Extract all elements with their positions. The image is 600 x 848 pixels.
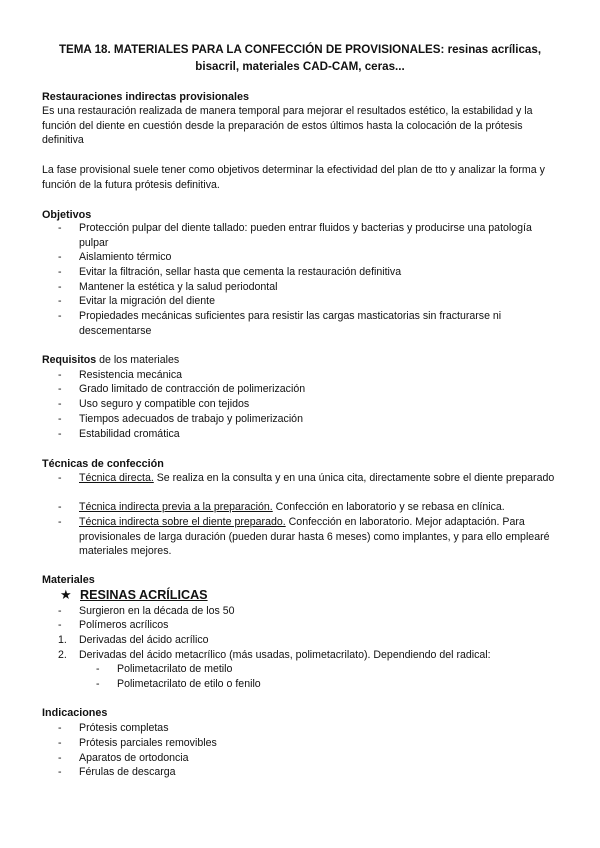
requisitos-heading-rest: de los materiales — [96, 354, 180, 366]
title-line-1: TEMA 18. MATERIALES PARA LA CONFECCIÓN DE PROVISIONALES: resinas acrílicas, — [58, 43, 542, 56]
list-item: - Evitar la filtración, sellar hasta que cementa la restauración definitiva — [58, 266, 402, 278]
requisitos-heading — [42, 353, 562, 368]
list-item: - Estabilidad cromática — [58, 428, 180, 440]
title-line-2: bisacril, materiales CAD-CAM, ceras... — [195, 60, 405, 73]
requisitos-heading-bold: Requisitos — [42, 354, 97, 366]
star-icon: ★ — [60, 587, 72, 602]
numbered-item: 1. Derivadas del ácido acrílico — [58, 634, 209, 646]
sub-list-item: - Polimetacrilato de metilo — [96, 663, 233, 675]
restauraciones-heading: Restauraciones indirectas provisionales — [42, 91, 250, 103]
list-item: - Prótesis completas — [58, 722, 169, 734]
list-item: - Protección pulpar del diente tallado: pueden entrar fluidos y bacterias y producirse una patología pulpar — [58, 222, 532, 249]
numbered-item: 2. Derivadas del ácido metacrílico (más usadas, polimetacrilato). Dependiendo del radical: — [58, 649, 491, 661]
list-item: - Propiedades mecánicas suficientes para resistir las cargas masticatorias sin fracturarse ni descementarse — [58, 310, 502, 337]
tecnicas-heading: Técnicas de confección — [42, 458, 164, 470]
objetivos-heading: Objetivos — [42, 209, 92, 221]
list-item: - Técnica directa. Se realiza en la consulta y en una única cita, directamente sobre el diente preparado — [58, 472, 555, 484]
restauraciones-paragraph-1: Es una restauración realizada de manera temporal para mejorar el resultados estético, la estabilidad y la función del diente en cuestión desde la preparación de estos últimos hasta la colocación de la prótesis definitiva — [42, 105, 533, 147]
list-item: - Mantener la estética y la salud periodontal — [58, 281, 278, 293]
list-item: - Polímeros acrílicos — [58, 619, 169, 631]
materiales-heading: Materiales — [42, 574, 95, 586]
list-item: - Aparatos de ortodoncia — [58, 752, 189, 764]
list-item: - Evitar la migración del diente — [58, 295, 216, 307]
tecnica-label: Técnica indirecta previa a la preparación. — [79, 501, 273, 513]
indicaciones-heading: Indicaciones — [42, 707, 108, 719]
list-item: - Técnica indirecta previa a la preparación. Confección en laboratorio y se rebasa en clínica. — [58, 501, 505, 513]
list-item: - Prótesis parciales removibles — [58, 737, 217, 749]
list-item: - Técnica indirecta sobre el diente preparado. Confección en laboratorio. Mejor adaptación. Para provisionales de larga duración (pueden durar hasta 6 meses) como implantes, y para ello emplearé materiales mejores. — [58, 516, 550, 558]
list-item: - Grado limitado de contracción de polimerización — [58, 383, 306, 395]
list-item: - Uso seguro y compatible con tejidos — [58, 398, 250, 410]
restauraciones-paragraph-2: La fase provisional suele tener como objetivos determinar la efectividad del plan de tto y analizar la forma y función de la futura prótesis definitiva. — [42, 164, 545, 191]
list-item: - Surgieron en la década de los 50 — [58, 605, 235, 617]
list-item: - Férulas de descarga — [58, 766, 176, 778]
list-item: - Resistencia mecánica — [58, 369, 183, 381]
list-item: - Aislamiento térmico — [58, 251, 172, 263]
resinas-acrilicas-heading: RESINAS ACRÍLICAS — [80, 588, 208, 602]
document-title — [40, 41, 560, 75]
list-item: - Tiempos adecuados de trabajo y polimerización — [58, 413, 303, 425]
tecnica-label: Técnica directa. — [79, 472, 154, 484]
sub-list-item: - Polimetacrilato de etilo o fenilo — [96, 678, 261, 690]
tecnica-label: Técnica indirecta sobre el diente preparado. — [79, 516, 286, 528]
